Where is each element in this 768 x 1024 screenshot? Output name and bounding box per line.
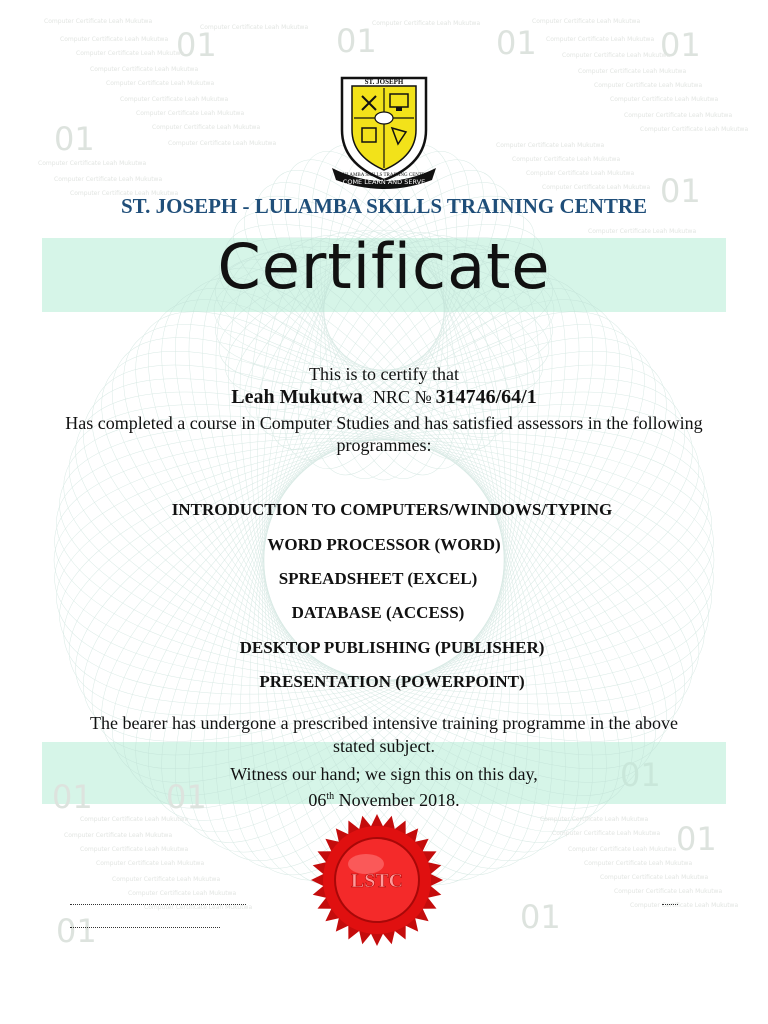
- watermark-number: 01: [676, 820, 717, 858]
- signature-line: [70, 927, 220, 928]
- watermark-microtext: Computer Certificate Leah Mukutwa: [496, 142, 605, 149]
- recipient-name: Leah Mukutwa: [231, 386, 363, 408]
- nrc-number: 314746/64/1: [435, 386, 537, 408]
- signature-line: [70, 904, 246, 905]
- watermark-microtext: Computer Certificate Leah Mukutwa: [128, 890, 237, 897]
- watermark-microtext: Computer Certificate Leah Mukutwa: [614, 888, 723, 895]
- watermark-microtext: Computer Certificate Leah Mukutwa: [562, 52, 671, 59]
- book-icon: [375, 112, 393, 124]
- nrc-label: NRC №: [372, 387, 432, 407]
- issue-date: [0, 790, 768, 811]
- programme-item: DESKTOP PUBLISHING (PUBLISHER): [239, 638, 545, 657]
- watermark-microtext: Computer Certificate Leah Mukutwa: [630, 902, 739, 909]
- watermark-microtext: Computer Certificate Leah Mukutwa: [90, 66, 199, 73]
- watermark-number: 01: [496, 24, 537, 62]
- watermark-microtext: Computer Certificate Leah Mukutwa: [120, 96, 229, 103]
- watermark-microtext: Computer Certificate Leah Mukutwa: [106, 80, 215, 87]
- date-day: 06: [308, 790, 327, 810]
- programme-item: WORD PROCESSOR (WORD): [267, 535, 501, 554]
- watermark-number: 01: [336, 22, 377, 60]
- completion-text: Has completed a course in Computer Studies and has satisfied assessors in the following programmes:: [65, 413, 703, 455]
- watermark-number: 01: [176, 26, 217, 64]
- watermark-microtext: Computer Certificate Leah Mukutwa: [112, 876, 221, 883]
- watermark-microtext: Computer Certificate Leah Mukutwa: [588, 228, 697, 235]
- programme-item: DATABASE (ACCESS): [291, 603, 465, 622]
- watermark-microtext: Computer Certificate Leah Mukutwa: [532, 18, 641, 25]
- watermark-number: 01: [660, 26, 701, 64]
- certify-text: This is to certify that: [309, 364, 459, 384]
- date-rest: November 2018.: [338, 790, 460, 810]
- watermark-microtext: Computer Certificate Leah Mukutwa: [44, 18, 153, 25]
- watermark-microtext: Computer Certificate Leah Mukutwa: [584, 860, 693, 867]
- watermark-microtext: Computer Certificate Leah Mukutwa: [76, 50, 185, 57]
- crest-ring-text: LULAMBA SKILLS TRAINING CENTRE: [339, 173, 429, 178]
- watermark-number: 01: [620, 756, 661, 794]
- crest-motto: COME LEARN AND SERVE: [342, 178, 426, 186]
- watermark-microtext: Computer Certificate Leah Mukutwa: [80, 846, 189, 853]
- watermark-microtext: Computer Certificate Leah Mukutwa: [80, 816, 189, 823]
- watermark-microtext: Computer Certificate Leah Mukutwa: [610, 96, 719, 103]
- recipient-line: [0, 386, 768, 409]
- watermark-number: 01: [520, 898, 561, 936]
- watermark-microtext: Computer Certificate Leah Mukutwa: [640, 126, 749, 133]
- watermark-microtext: Computer Certificate Leah Mukutwa: [70, 190, 179, 197]
- programme-item: SPREADSHEET (EXCEL): [278, 569, 478, 588]
- watermark-number: 01: [52, 778, 93, 816]
- watermark-microtext: Computer Certificate Leah Mukutwa: [600, 874, 709, 881]
- watermark-microtext: Computer Certificate Leah Mukutwa: [96, 860, 205, 867]
- watermark-microtext: Computer Certificate Leah Mukutwa: [64, 832, 173, 839]
- watermark-microtext: Computer Certificate Leah Mukutwa: [546, 36, 655, 43]
- watermark-microtext: Computer Certificate Leah Mukutwa: [54, 176, 163, 183]
- institution-name: ST. JOSEPH - LULAMBA SKILLS TRAINING CENTRE: [120, 194, 648, 218]
- watermark-microtext: Computer Certificate Leah Mukutwa: [168, 140, 277, 147]
- red-seal: [302, 812, 452, 948]
- signature-line: [662, 904, 678, 905]
- bearer-statement: The bearer has undergone a prescribed intensive training programme in the above stated subject.: [90, 713, 678, 756]
- watermark-microtext: Computer Certificate Leah Mukutwa: [60, 36, 169, 43]
- watermark-microtext: Computer Certificate Leah Mukutwa: [552, 830, 661, 837]
- school-crest-logo: [332, 72, 436, 192]
- watermark-microtext: Computer Certificate Leah Mukutwa: [144, 904, 253, 911]
- watermark-microtext: Computer Certificate Leah Mukutwa: [542, 184, 651, 191]
- certificate-title: Certificate: [217, 230, 551, 303]
- watermark-microtext: Computer Certificate Leah Mukutwa: [540, 816, 649, 823]
- watermark-microtext: Computer Certificate Leah Mukutwa: [624, 112, 733, 119]
- watermark-number: 01: [56, 912, 97, 950]
- watermark-microtext: Computer Certificate Leah Mukutwa: [372, 20, 481, 27]
- watermark-microtext: Computer Certificate Leah Mukutwa: [526, 170, 635, 177]
- watermark-microtext: Computer Certificate Leah Mukutwa: [136, 110, 245, 117]
- watermark-microtext: Computer Certificate Leah Mukutwa: [578, 68, 687, 75]
- witness-statement: Witness our hand; we sign this on this day,: [230, 764, 538, 784]
- watermark-microtext: Computer Certificate Leah Mukutwa: [38, 160, 147, 167]
- watermark-number: 01: [166, 778, 207, 816]
- watermark-microtext: Computer Certificate Leah Mukutwa: [200, 24, 309, 31]
- watermark-microtext: Computer Certificate Leah Mukutwa: [594, 82, 703, 89]
- seal-text: LSTC: [350, 870, 404, 892]
- programme-item: PRESENTATION (POWERPOINT): [259, 672, 525, 691]
- watermark-microtext: Computer Certificate Leah Mukutwa: [512, 156, 621, 163]
- date-suffix: th: [326, 791, 335, 802]
- programme-item: INTRODUCTION TO COMPUTERS/WINDOWS/TYPING: [171, 500, 613, 519]
- watermark-microtext: Computer Certificate Leah Mukutwa: [152, 124, 261, 131]
- watermark-number: 01: [660, 172, 701, 210]
- watermark-microtext: Computer Certificate Leah Mukutwa: [568, 846, 677, 853]
- watermark-number: 01: [54, 120, 95, 158]
- crest-top-text: ST. JOSEPH: [364, 78, 404, 86]
